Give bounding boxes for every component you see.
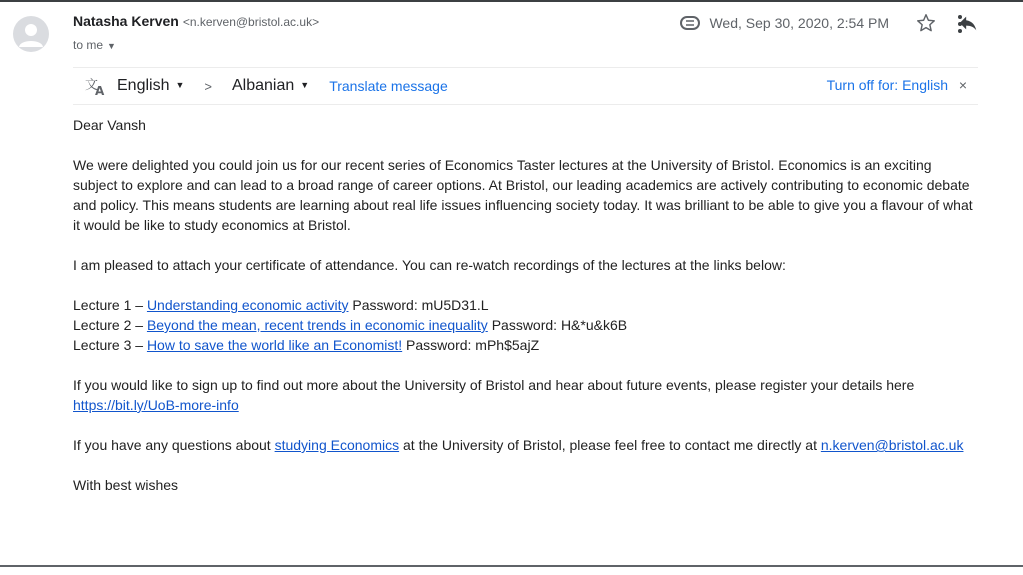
paragraph-register bbox=[73, 375, 973, 415]
lecture-password: Password: mPh$5ajZ bbox=[402, 337, 540, 353]
paragraph-certificate: I am pleased to attach your certificate of attendance. You can re-watch recordings of the lectures at the links below: bbox=[73, 257, 786, 273]
paragraph-contact bbox=[73, 435, 973, 455]
more-vert-icon bbox=[957, 14, 963, 34]
lecture-prefix: Lecture 2 – bbox=[73, 317, 147, 333]
sender-avatar[interactable] bbox=[13, 16, 49, 52]
greeting: Dear Vansh bbox=[73, 117, 146, 133]
star-icon bbox=[915, 12, 937, 34]
message-meta bbox=[680, 10, 981, 36]
top-divider bbox=[0, 0, 1023, 2]
contact-text: at the University of Bristol, please feel free to contact me directly at bbox=[399, 437, 821, 453]
contact-email-link[interactable]: n.kerven@bristol.ac.uk bbox=[820, 437, 964, 453]
recipients-label: to me bbox=[73, 38, 104, 52]
register-link[interactable]: https://bit.ly/UoB-more-info bbox=[73, 397, 239, 413]
lecture-item bbox=[73, 335, 973, 355]
arrow-right-icon: > bbox=[204, 78, 212, 94]
lecture-item bbox=[73, 315, 973, 335]
lecture-2-link[interactable]: Beyond the mean, recent trends in economic inequality bbox=[146, 317, 488, 333]
bottom-divider bbox=[0, 565, 1023, 567]
lecture-list bbox=[73, 295, 973, 355]
person-icon bbox=[13, 16, 49, 52]
star-button[interactable] bbox=[913, 10, 939, 36]
studying-economics-link[interactable]: studying Economics bbox=[274, 437, 400, 453]
register-text: If you would like to sign up to find out more about the University of Bristol and hear about future events, please register your details here bbox=[73, 377, 915, 393]
caret-down-icon: ▼ bbox=[300, 80, 310, 90]
source-language-select[interactable] bbox=[117, 77, 184, 95]
sender-line bbox=[73, 13, 319, 29]
target-language-select[interactable] bbox=[232, 77, 309, 95]
source-language-label: English bbox=[117, 77, 170, 94]
more-options-button[interactable] bbox=[957, 14, 977, 34]
caret-down-icon: ▼ bbox=[175, 80, 185, 90]
signoff: With best wishes bbox=[73, 477, 179, 493]
svg-text:A: A bbox=[95, 84, 105, 96]
lecture-item bbox=[73, 295, 973, 315]
target-language-label: Albanian bbox=[232, 77, 295, 94]
message-date: Wed, Sep 30, 2020, 2:54 PM bbox=[709, 15, 889, 31]
translate-message-link[interactable]: Translate message bbox=[329, 78, 448, 94]
lecture-password: Password: mU5D31.L bbox=[348, 297, 489, 313]
lecture-1-link[interactable]: Understanding economic activity bbox=[146, 297, 349, 313]
translate-icon bbox=[85, 76, 107, 96]
svg-text:文: 文 bbox=[85, 78, 99, 93]
paragraph-intro: We were delighted you could join us for our recent series of Economics Taster lectures at the University of Bristol. Economics is an exciting subject to explore and can lead to a broad range of career options. At Bristol, our leading academics are actively contributing to economic debate and policy. This means students are learning about real life issues influencing society today. It was brilliant to be able to give you a flavour of what it would be like to study economics at Bristol. bbox=[73, 157, 973, 233]
contact-text: If you have any questions about bbox=[73, 437, 275, 453]
lecture-password: Password: H&*u&k6B bbox=[487, 317, 628, 333]
translate-bar bbox=[73, 67, 978, 105]
sender-name[interactable]: Natasha Kerven bbox=[73, 13, 179, 29]
close-translate-icon[interactable]: × bbox=[958, 77, 967, 93]
recipients-toggle[interactable] bbox=[73, 38, 116, 52]
message-body bbox=[73, 115, 973, 495]
lecture-prefix: Lecture 3 – bbox=[73, 337, 147, 353]
lecture-3-link[interactable]: How to save the world like an Economist! bbox=[146, 337, 403, 353]
sender-email: <n.kerven@bristol.ac.uk> bbox=[182, 15, 320, 29]
caret-down-icon: ▼ bbox=[107, 41, 116, 51]
lecture-prefix: Lecture 1 – bbox=[73, 297, 147, 313]
label-icon bbox=[680, 16, 700, 30]
turn-off-translation-link[interactable]: Turn off for: English bbox=[826, 77, 948, 93]
